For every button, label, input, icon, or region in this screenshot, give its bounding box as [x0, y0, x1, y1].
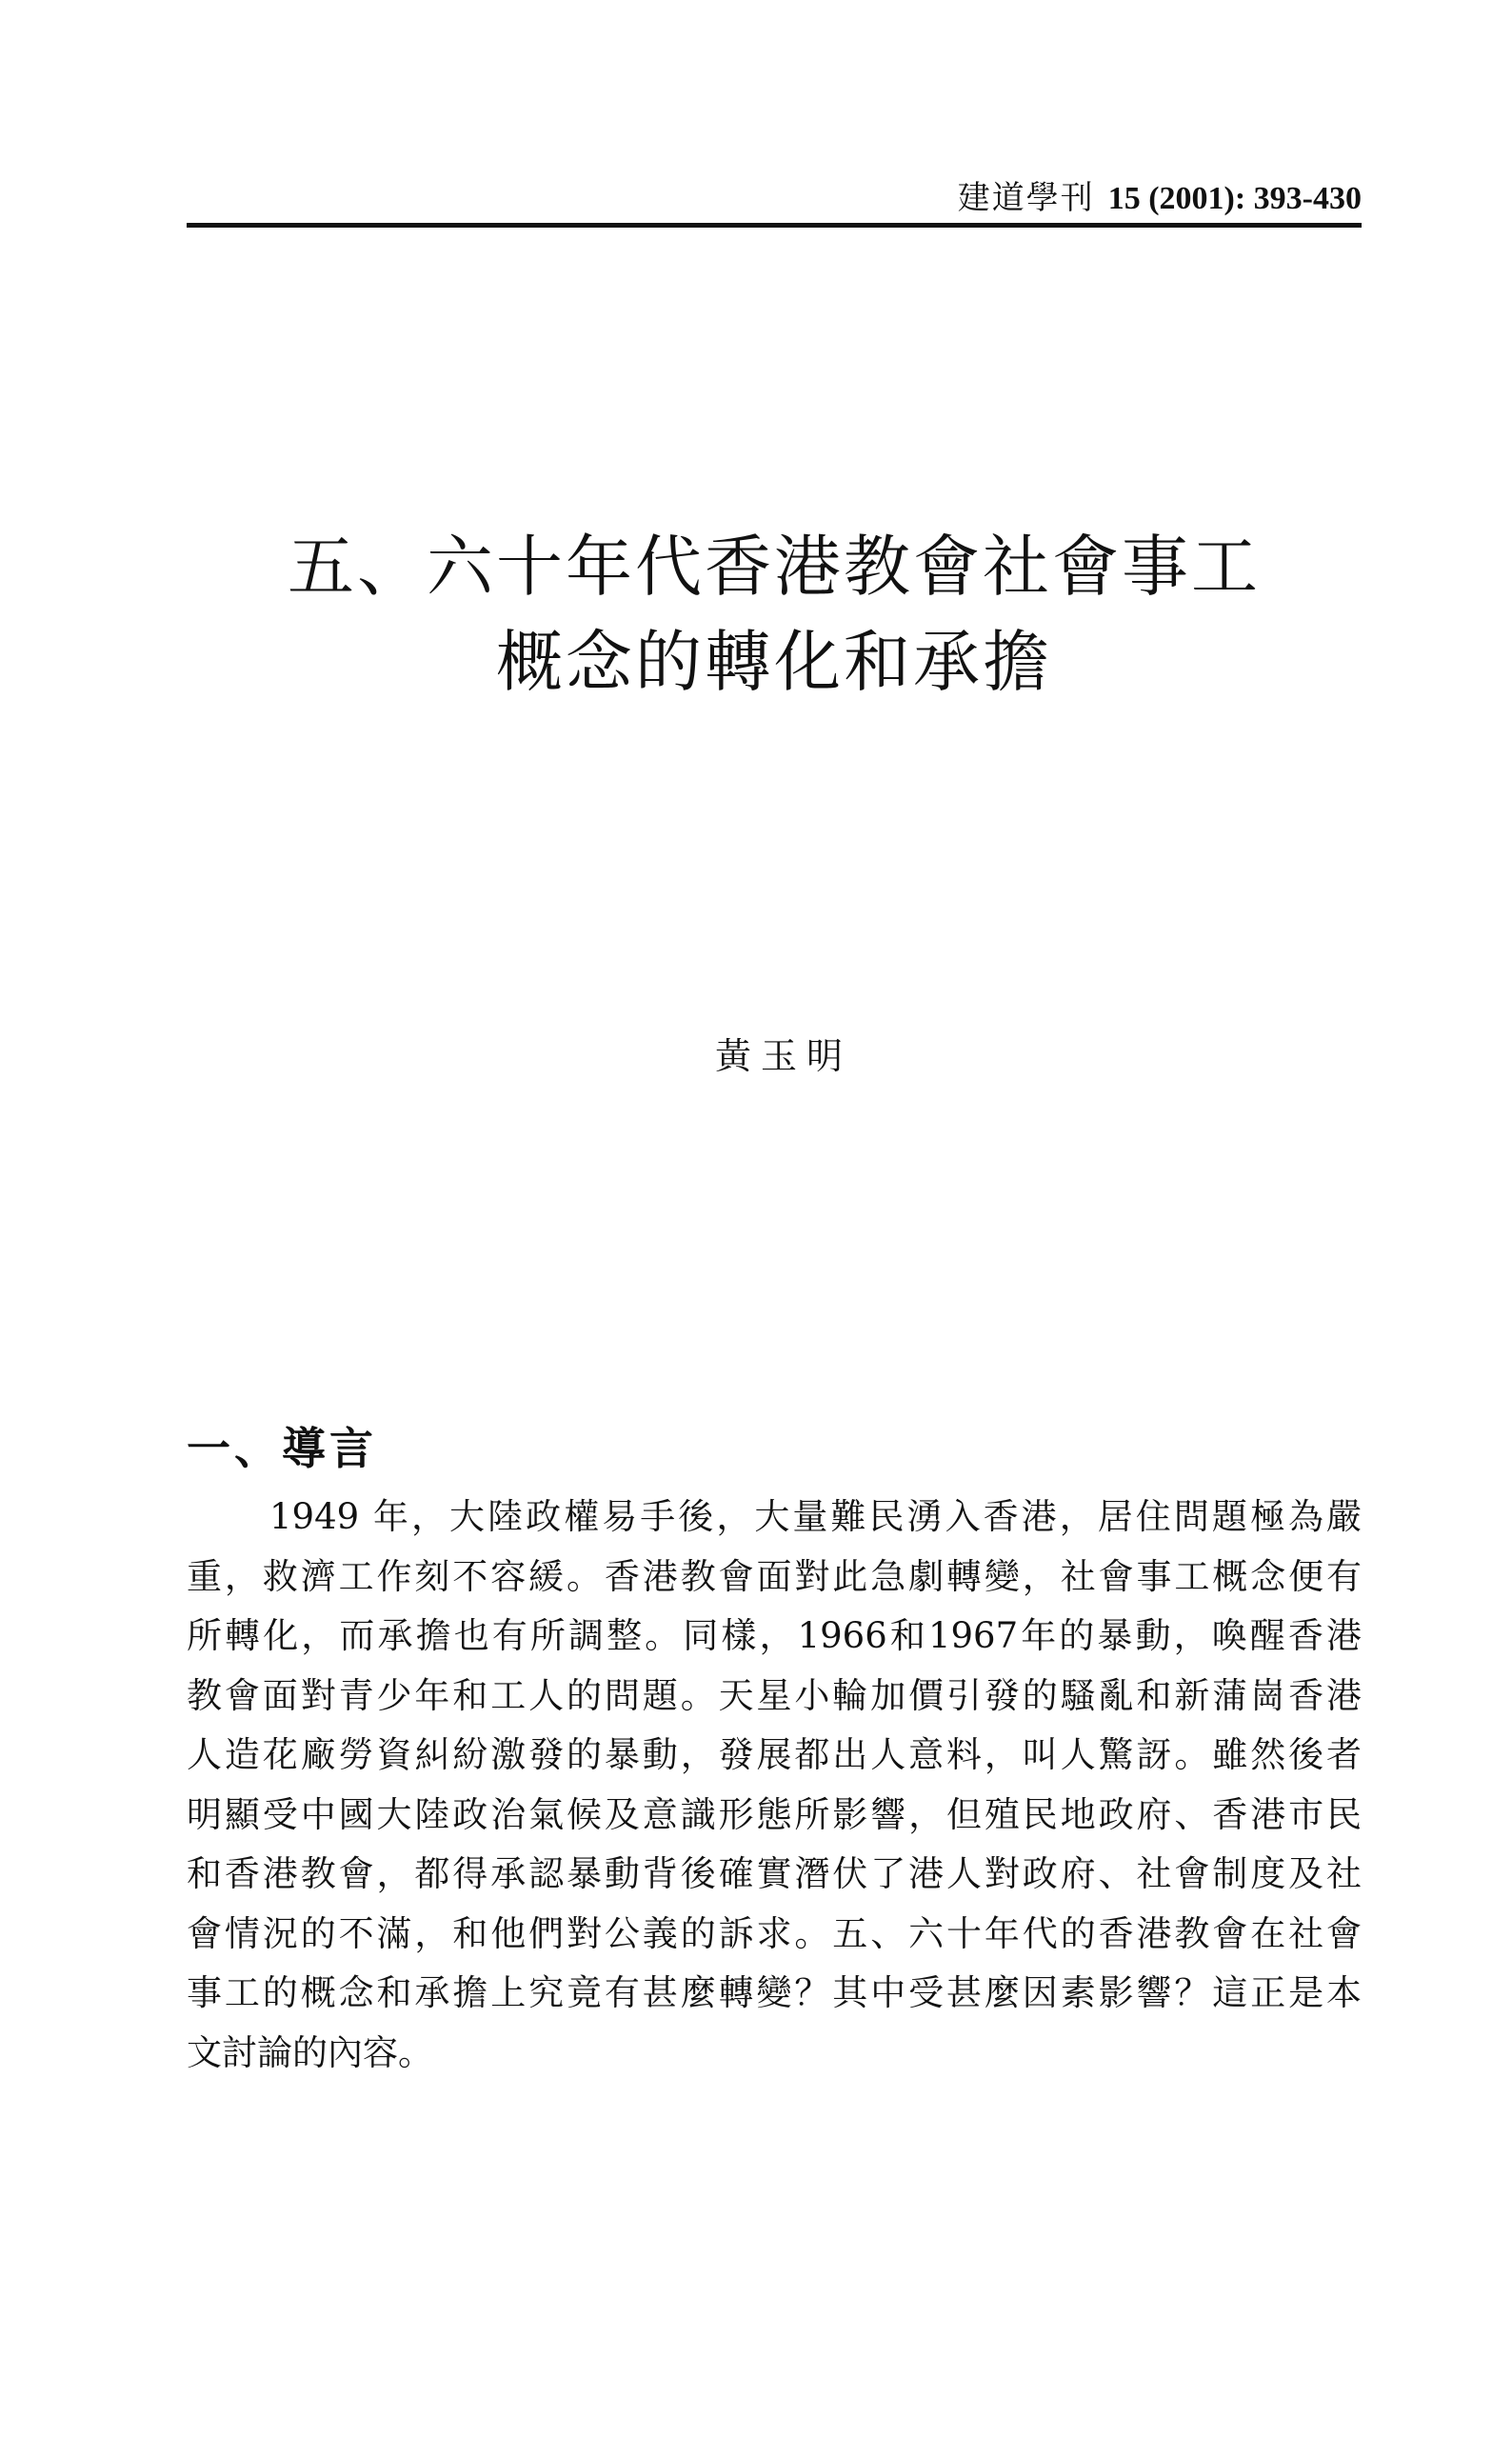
paragraph-line: 事工的概念和承擔上究竟有甚麼轉變？其中受甚麼因素影響？這正是本 [187, 1972, 1362, 2013]
title-line-1: 五、六十年代香港教會社會事工 [288, 528, 1261, 606]
journal-name: 建道學刊 [957, 179, 1095, 217]
article-title [187, 519, 1362, 709]
paragraph-line: 會情況的不滿，和他們對公義的訴求。五、六十年代的香港教會在社會 [187, 1912, 1362, 1954]
paragraph-line: 文討論的內容。 [187, 2031, 433, 2073]
header-rule [187, 223, 1362, 228]
paragraph-line: 明顯受中國大陸政治氣候及意識形態所影響，但殖民地政府、香港市民 [187, 1793, 1362, 1835]
section-heading: 一、導言 [187, 1423, 377, 1474]
body-paragraph [187, 1488, 1362, 2083]
paragraph-line: 所轉化，而承擔也有所調整。同樣，1966和1967年的暴動，喚醒香港 [187, 1615, 1362, 1656]
paragraph-line: 人造花廠勞資糾紛激發的暴動，發展都出人意料，叫人驚訝。雖然後者 [187, 1734, 1362, 1775]
paragraph-line: 1949 年，大陸政權易手後，大量難民湧入香港，居住問題極為嚴 [269, 1496, 1362, 1537]
paragraph-line: 教會面對青少年和工人的問題。天星小輪加價引發的騷亂和新蒲崗香港 [187, 1674, 1362, 1716]
paragraph-line: 和香港教會，都得承認暴動背後確實潛伏了港人對政府、社會制度及社 [187, 1853, 1362, 1894]
running-header [914, 171, 1362, 229]
author-name: 黃玉明 [714, 1035, 852, 1077]
paragraph-line: 重，救濟工作刻不容緩。香港教會面對此急劇轉變，社會事工概念便有 [187, 1555, 1362, 1597]
journal-citation: 15 (2001): 393-430 [1107, 181, 1362, 216]
title-line-2: 概念的轉化和承擔 [496, 623, 1052, 701]
